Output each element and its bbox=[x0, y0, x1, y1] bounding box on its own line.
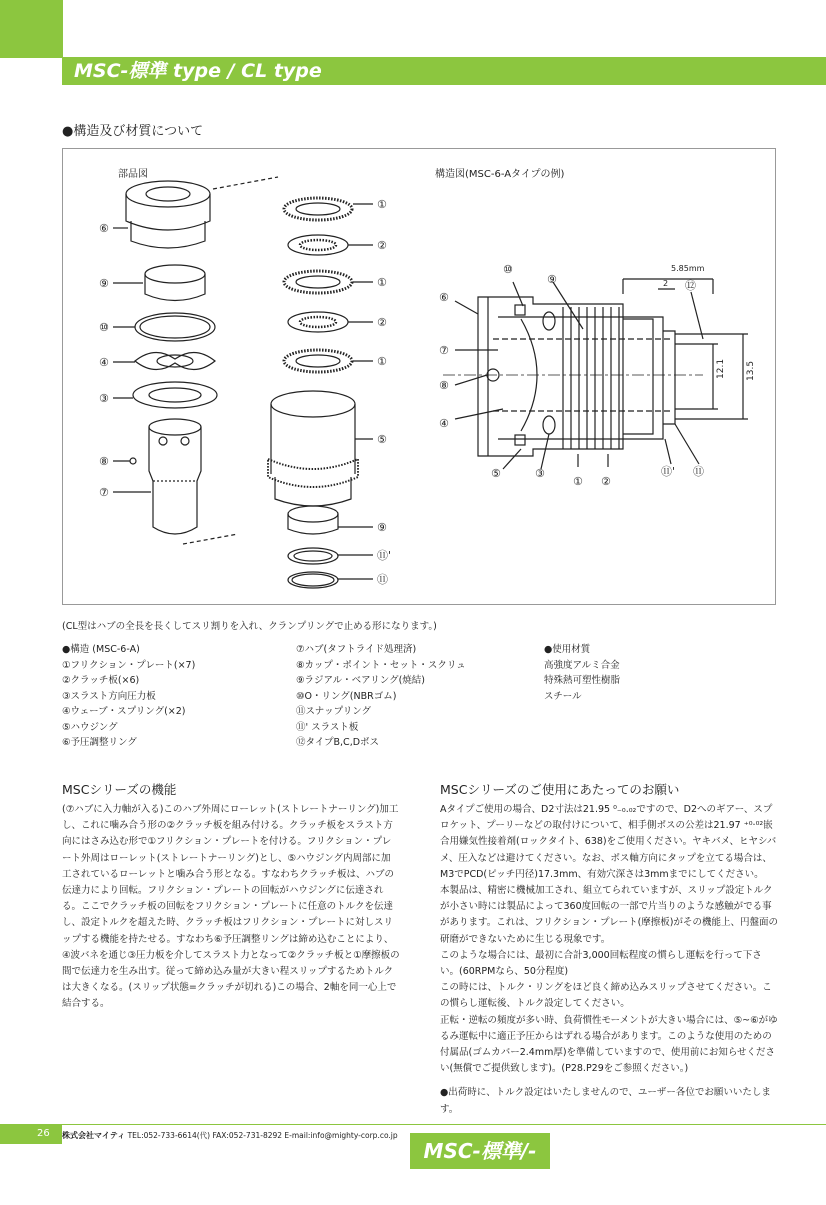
label-r2: ② bbox=[377, 239, 387, 252]
list-item: ⑫タイプB,C,Dボス bbox=[296, 737, 380, 748]
function-title: MSCシリーズの機能 bbox=[62, 782, 177, 797]
label-r7: ⑨ bbox=[377, 521, 387, 534]
dim-13-5: 13.5 bbox=[746, 360, 756, 381]
label-10: ⑩ bbox=[99, 321, 109, 334]
request-paragraph-3: このような場合には、最初に合計3,000回転程度の慣らし運転を行って下さい。(60RPMなら、50分程度) bbox=[440, 949, 762, 978]
parts-drawing bbox=[63, 149, 777, 606]
parts-caption: 部品図 bbox=[118, 169, 148, 180]
list-item: ①フリクション・プレート(×7) bbox=[62, 659, 196, 671]
struct-label-9: ⑨ bbox=[547, 273, 557, 286]
company-contact: TEL:052-733-6614(代) FAX:052-731-8292 E-mail:info@mighty-corp.co.jp bbox=[127, 1131, 398, 1140]
label-6: ⑥ bbox=[99, 222, 109, 235]
struct-label-4: ④ bbox=[439, 417, 449, 430]
list-item: ③スラスト方向圧力板 bbox=[62, 690, 156, 702]
list-item: ⑧カップ・ポイント・セット・スクリュ bbox=[296, 659, 466, 671]
page-title: MSC-標準 type / CL type bbox=[62, 58, 826, 85]
label-r3: ① bbox=[377, 276, 387, 289]
parts-list-col2 bbox=[296, 642, 466, 751]
label-r9: ⑪ bbox=[377, 573, 388, 586]
struct-label-5: ⑤ bbox=[491, 467, 501, 480]
struct-label-8: ⑧ bbox=[439, 379, 449, 392]
request-paragraph-5: 正転・逆転の頻度が多い時、負荷慣性モーメントが大きい場合には、⑤~⑥がゆるみ運転中に適正予圧からはずれる場合があります。このような使用のための付属品(ゴムカバー2.4mm厚)を準備していますので、使用前にお知らせください(無償でご提供致します)。(P28.P29をご参照ください。) bbox=[440, 1014, 778, 1075]
dim-5-85: 5.85mm bbox=[671, 264, 705, 273]
list-item: 高強度アルミ合金 bbox=[544, 659, 620, 671]
function-body bbox=[62, 802, 400, 1013]
parts-list-col1 bbox=[62, 642, 195, 751]
header-green-block bbox=[0, 0, 62, 58]
list-item: ⑦ハブ(タフトライド処理済) bbox=[296, 644, 417, 655]
figure-frame bbox=[62, 148, 776, 605]
request-body bbox=[440, 802, 778, 1118]
dim-12-1: 12.1 bbox=[716, 358, 726, 379]
function-paragraph: (⑦ハブに入力軸が入る)このハブ外周にローレット(ストレートナーリング)加工し、これに噛み合う形の②クラッチ板を組み付ける。クラッチ板をスラスト方向にはさみ込む形で①フリクション・プレートを付ける。フリクション・プレート外周はローレット(ストレートナーリング)とし、⑤ハウジング内周部に加工されているローレットと噛み合う形となる。すなわちクラッチ板は、ハブの伝達力により回転。フリクション・プレートの回転がハウジングに伝達される。ここでクラッチ板の回転をフリクション・プレートに任意のトルクを伝達し、設定トルクを超えた時、クラッチ板はフリクション・プレートに対しスリップする機能を持たせる。すなわち⑥予圧調整リングは締め込むことにより、④波バネを通じ③圧力板を介してスラスト力となって②クラッチ板と①摩擦板の間で伝達力を生み出す。従って締め込み量が大きい程スリップするためトルクは大きくなる。(スリップ状態=クラッチが切れる)この場合、2軸を同一心上で結合する。 bbox=[62, 804, 400, 1010]
struct-label-11: ⑪ bbox=[693, 465, 704, 478]
section-heading: ●構造及び材質について bbox=[62, 124, 204, 139]
label-3: ③ bbox=[99, 392, 109, 405]
list-item: ⑩O・リング(NBRゴム) bbox=[296, 690, 397, 702]
list-item: 特殊熱可塑性樹脂 bbox=[544, 675, 621, 686]
label-7: ⑦ bbox=[99, 486, 109, 499]
label-9: ⑨ bbox=[99, 277, 109, 290]
struct-label-11p: ⑪' bbox=[661, 465, 676, 478]
list-item: ⑨ラジアル・ベアリング(焼結) bbox=[296, 675, 425, 686]
dim-2: 2 bbox=[663, 279, 669, 288]
label-r5: ① bbox=[377, 355, 387, 368]
label-8: ⑧ bbox=[99, 455, 109, 468]
request-paragraph-2: 本製品は、精密に機械加工され、組立てられていますが、スリップ設定トルクが小さい時には製品によって360度回転の一部で片当りのような感触がでる事があります。これは、フリクション・プレート(摩擦板)がその機能上、円盤面の研磨ができないために生じる現象です。 bbox=[440, 885, 779, 945]
list-item: ⑥予圧調整リング bbox=[62, 737, 137, 748]
struct-label-2: ② bbox=[601, 475, 611, 488]
list-item: ⑪' スラスト板 bbox=[296, 721, 359, 733]
request-paragraph-6: ●出荷時に、トルク設定はいたしませんので、ユーザー各位でお願いいたします。 bbox=[440, 1087, 771, 1115]
request-paragraph-1: Aタイプご使用の場合、D2寸法は21.95 ⁰₋₀.₀₂ですので、D2へのギアー、スプロケット、プーリーなどの取付けについて、相手側ボスの公差は21.97 ⁺⁰·⁰²嵌合用嫌気性接着剤(ロックタイト、638)をご使用ください。ヤキバメ、ヒヤシバメ、圧入などは避けてください。なお、ボス軸方向にタップを立てる場合は、M3でPCD(ピッチ円径)17.3mm、有効穴深さは3mmまでにしてください。 bbox=[440, 804, 777, 880]
company-name: 株式会社マイティ bbox=[62, 1131, 126, 1140]
label-r8: ⑪' bbox=[377, 549, 392, 562]
footer-title: MSC-標準/-CL bbox=[410, 1133, 550, 1169]
page-number: 26 bbox=[0, 1124, 62, 1144]
list-item: ●構造 (MSC-6-A) bbox=[62, 644, 140, 655]
struct-label-7: ⑦ bbox=[439, 344, 449, 357]
struct-label-12: ⑫ bbox=[685, 279, 696, 292]
list-item: ④ウェーブ・スプリング(×2) bbox=[62, 706, 186, 717]
header-frame bbox=[62, 0, 826, 58]
structure-caption: 構造図(MSC-6-Aタイプの例) bbox=[435, 169, 565, 180]
list-item: スチール bbox=[544, 690, 582, 702]
label-4: ④ bbox=[99, 356, 109, 369]
label-r1: ① bbox=[377, 198, 387, 211]
footer-company bbox=[62, 1130, 398, 1141]
request-paragraph-4: この時には、トルク・リングをほど良く締め込みスリップさせてください。この慣らし運転後、トルク設定してください。 bbox=[440, 982, 772, 1010]
list-item: ⑤ハウジング bbox=[62, 721, 118, 733]
list-item: ②クラッチ板(×6) bbox=[62, 675, 140, 686]
struct-label-1: ① bbox=[573, 475, 583, 488]
struct-label-10: ⑩ bbox=[503, 263, 513, 276]
request-title: MSCシリーズのご使用にあたってのお願い bbox=[440, 782, 680, 797]
materials-list bbox=[544, 642, 620, 704]
struct-label-3: ③ bbox=[535, 467, 545, 480]
list-item: ●使用材質 bbox=[544, 644, 591, 655]
label-r4: ② bbox=[377, 316, 387, 329]
list-item: ⑪スナップリング bbox=[296, 706, 372, 717]
label-r6: ⑤ bbox=[377, 433, 387, 446]
cl-note: (CL型はハブの全長を長くしてスリ割りを入れ、クランプリングで止める形になります。) bbox=[62, 621, 437, 632]
struct-label-6: ⑥ bbox=[439, 291, 449, 304]
